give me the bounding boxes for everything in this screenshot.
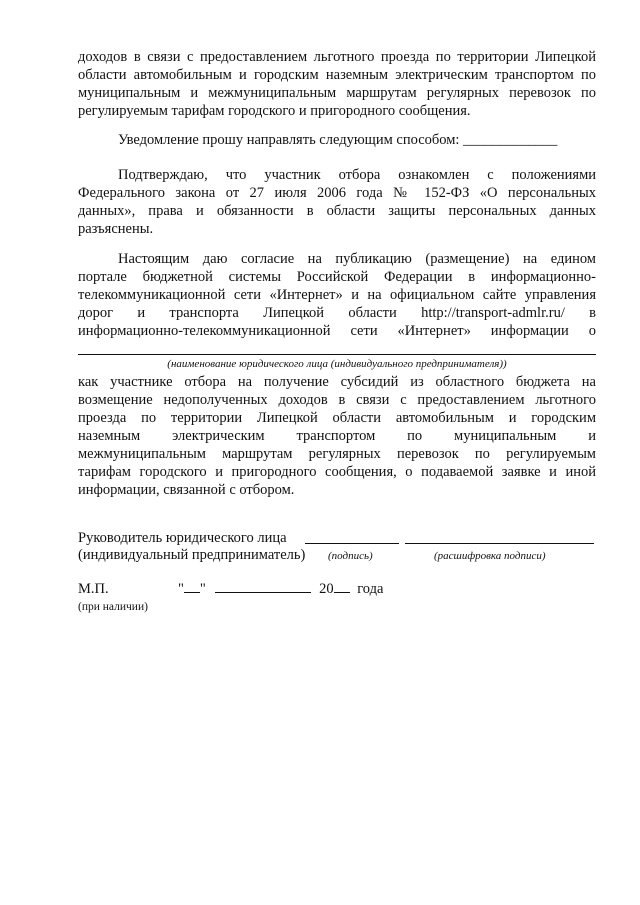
paragraph-3-cont-7: информации, связанной с отбором. [78,482,295,498]
date-line [178,580,383,598]
paragraph-3-line-5: информационно-телекоммуникационной сети «Интернет» информации о [78,323,596,339]
organization-name-blank [78,354,596,355]
paragraph-1-line-1: доходов в связи с предоставлением льготного проезда по территории Липецкой [78,49,596,65]
paragraph-3-cont-2: возмещение недополученных доходов в связи с предоставлением льготного [78,392,596,408]
paragraph-1-line-3: муниципальным и межмуниципальным маршрутам регулярных перевозок по [78,85,596,101]
paragraph-2-line-3: данных», права и обязанности в области защиты персональных данных [78,203,596,219]
organization-name-caption: (наименование юридического лица (индивидуального предпринимателя)) [167,358,507,370]
paragraph-3-line-4: дорог и транспорта Липецкой области http://transport-admlr.ru/ в [78,305,596,321]
paragraph-3-cont-5: межмуниципальным маршрутам регулярных перевозок по регулируемым [78,446,596,462]
paragraph-3-line-3: телекоммуникационной сети «Интернет» и на официальном сайте управления [78,287,596,303]
month-blank [215,580,311,593]
notification-line: Уведомление прошу направлять следующим способом: _____________ [118,132,558,148]
year-prefix: 20 [319,581,334,597]
paragraph-3-cont-3: проезда по территории Липецкой области автомобильным и городским [78,410,596,426]
paragraph-3-cont-6: тарифам городского и пригородного сообщения, о подаваемой заявке и иной [78,464,596,480]
date-close-quote: " [199,581,206,597]
paragraph-2-line-2: Федерального закона от 27 июля 2006 года № 152-ФЗ «О персональных [78,185,596,201]
date-open-quote: " [178,581,184,597]
stamp-note: (при наличии) [78,601,148,613]
paragraph-3-cont-1: как участнике отбора на получение субсидий из областного бюджета на [78,374,596,390]
signer-label-line-1: Руководитель юридического лица [78,530,287,546]
year-suffix: года [357,581,384,597]
signature-blank [305,543,399,544]
paragraph-2-line-4: разъяснены. [78,221,154,237]
paragraph-3-line-1: Настоящим даю согласие на публикацию (размещение) на едином [118,251,596,267]
stamp-label: М.П. [78,581,109,597]
paragraph-3-line-2: портале бюджетной системы Российской Федерации в информационно- [78,269,596,285]
decoding-caption: (расшифровка подписи) [434,550,546,562]
signature-decoding-blank [405,543,594,544]
paragraph-2-line-1: Подтверждаю, что участник отбора ознакомлен с положениями [118,167,596,183]
signature-caption: (подпись) [328,550,373,562]
paragraph-1-line-2: области автомобильным и городским наземным электрическим транспортом по [78,67,596,83]
paragraph-3-cont-4: наземным электрическим транспортом по муниципальным и [78,428,596,444]
year-blank [334,580,350,593]
signer-label-line-2: (индивидуальный предприниматель) [78,547,306,563]
day-blank [184,580,200,593]
paragraph-1-line-4: регулируемым тарифам городского и пригородного сообщения. [78,103,471,119]
